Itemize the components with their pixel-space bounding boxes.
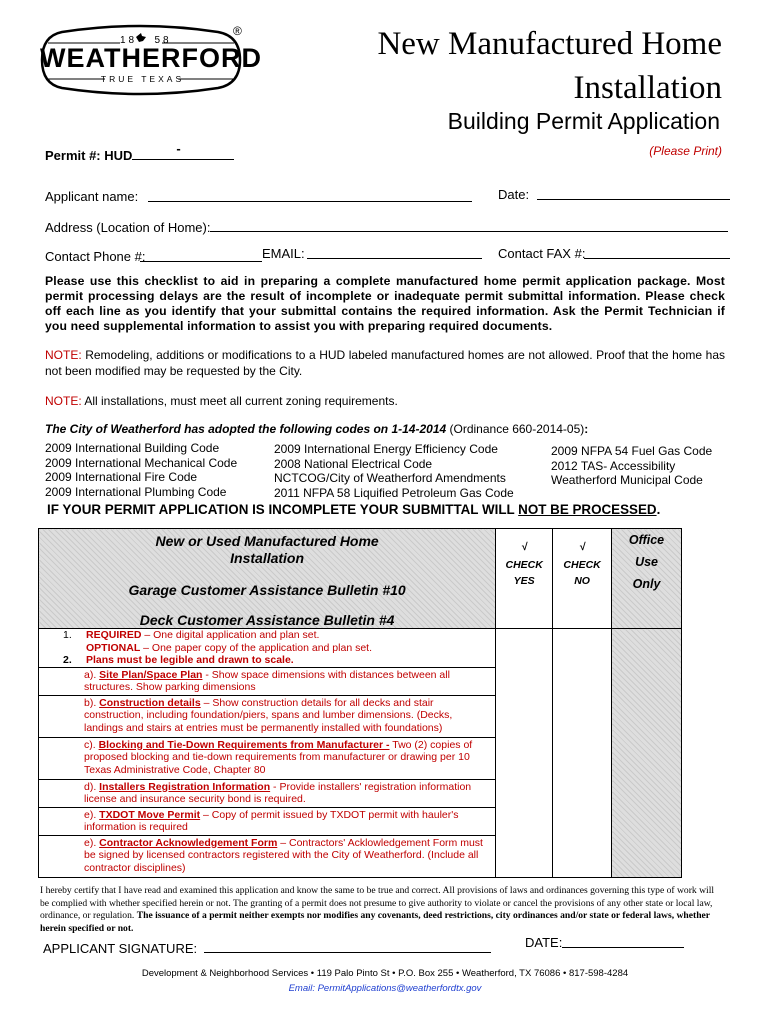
code-item: 2009 International Building Code (45, 441, 220, 455)
row-title: Blocking and Tie-Down Requirements from Manufacturer - (98, 738, 390, 751)
certification-bold: The issuance of a permit neither exempts nor modifies any covenants, deed restrictions, city ordinances and/or state or federal laws, whether herein specified or not. (40, 910, 710, 934)
installers-row (39, 779, 496, 807)
site-plan-row (39, 667, 496, 695)
table-heading (39, 533, 495, 567)
row-title: Installers Registration Information (99, 780, 271, 793)
yes-label: YES (513, 575, 535, 587)
fax-input[interactable] (584, 258, 730, 259)
permit-number-input[interactable] (132, 141, 234, 160)
txdot-row (39, 807, 496, 835)
logo-name: WEATHERFORD (40, 43, 262, 73)
check-yes-cell[interactable] (496, 629, 553, 878)
signature-date-input[interactable] (562, 947, 684, 948)
date-label: Date: (498, 187, 530, 202)
phone-input[interactable] (140, 261, 262, 262)
table-heading-cell (39, 529, 496, 629)
fax-label: Contact FAX #: (498, 246, 586, 261)
table-row-text (39, 629, 496, 668)
row-title: Construction details (99, 696, 201, 709)
code-item: 2011 NFPA 58 Liquified Petroleum Gas Code (274, 485, 514, 500)
form-title (377, 22, 722, 110)
row-prefix: c). (84, 738, 99, 751)
footer-address: Development & Neighborhood Services • 119 Palo Pinto St • P.O. Box 255 • Weatherford, TX 76086 • 817-598-4284 (141, 968, 629, 979)
check-word: CHECK (505, 559, 543, 571)
row-text: – Contractors' Acklowledgement Form must be signed by licensed contractors registered with the City of Weatherford. (Include all contractor disciplines) (84, 836, 483, 874)
code-item: NCTCOG/City of Weatherford Amendments (274, 471, 506, 485)
table-row (39, 629, 682, 668)
required-label: REQUIRED (86, 629, 142, 641)
codes-column-2 (274, 442, 514, 500)
code-item: 2009 International Plumbing Code (45, 484, 227, 499)
address-input[interactable] (210, 231, 728, 232)
permit-label: Permit #: HUD (45, 148, 133, 163)
note-label: NOTE: (45, 348, 82, 362)
row-prefix: a). (84, 668, 100, 681)
row-prefix: e). (84, 808, 100, 821)
title-line-1: New Manufactured Home (377, 26, 722, 62)
office-use-cell (612, 629, 682, 878)
applicant-name-input[interactable] (148, 201, 472, 202)
no-label: NO (574, 575, 590, 587)
note-zoning (45, 394, 725, 410)
table-header-row (39, 529, 682, 629)
row-title: Contractor Acknowledgement Form (99, 836, 278, 849)
garage-bulletin: Garage Customer Assistance Bulletin #10 (128, 582, 406, 598)
code-item: 2008 National Electrical Code (274, 456, 433, 471)
warning-period: . (656, 502, 661, 517)
form-subtitle: Building Permit Application (447, 108, 720, 134)
code-item: 2009 International Mechanical Code (45, 455, 238, 470)
row-prefix: d). (84, 780, 100, 793)
item-number: 2. (63, 654, 72, 666)
codes-column-1 (45, 441, 237, 499)
item-number: 1. (63, 629, 72, 641)
table-heading-line-1: New or Used Manufactured Home (155, 533, 379, 549)
adopted-codes-heading (45, 422, 588, 436)
logo-tagline: TRUE TEXAS (100, 74, 185, 84)
check-mark: √ (521, 541, 528, 553)
use-label: Use (635, 555, 658, 569)
blocking-row (39, 737, 496, 779)
email-label: EMAIL: (262, 246, 305, 261)
check-no-cell[interactable] (553, 629, 612, 878)
signature-label: APPLICANT SIGNATURE: (43, 941, 198, 956)
construction-details-row (39, 695, 496, 737)
row-text: – Copy of permit issued by TXDOT permit with hauler's information is required (84, 808, 459, 833)
certification-normal: I hereby certify that I have read and examined this application and know the same to be true and correct. All provisions of laws and ordinances governing this type of work will be complied with whether specified herein or not. The granting of a permit does not presume to give authority to violate or cancel the provisions of any other state or local law, ordinance, or regulation. (40, 885, 715, 922)
code-item: Weatherford Municipal Code (551, 473, 703, 487)
registered-mark: ® (233, 24, 242, 38)
check-word: CHECK (563, 559, 601, 571)
certification-text (40, 885, 720, 935)
footer-email-link[interactable]: Email: PermitApplications@weatherfordtx.gov (288, 983, 482, 994)
row-prefix: e). (84, 836, 100, 849)
warning-text: IF YOUR PERMIT APPLICATION IS INCOMPLETE YOUR SUBMITTAL WILL (47, 502, 519, 517)
row-text: - Provide installers' registration information license and insurance security bond is required. (84, 780, 472, 805)
check-yes-header (496, 529, 553, 629)
adopted-codes-lead: The City of Weatherford has adopted the following codes on 1-14-2014 (45, 422, 447, 436)
warning-emphasis: NOT BE PROCESSED (518, 502, 657, 517)
code-item: 2009 International Energy Efficiency Code (274, 442, 498, 456)
office-label: Office (628, 533, 665, 547)
address-label: Address (Location of Home): (45, 220, 211, 235)
row-title: TXDOT Move Permit (99, 808, 201, 821)
office-use-header (612, 529, 682, 629)
check-no-header (553, 529, 612, 629)
table-heading-line-2: Installation (230, 550, 305, 566)
row-text: Two (2) copies of proposed blocking and tie-down requirements from manufacturer or drawing per 10 Texas Administrative Code, Chapter 80 (84, 738, 473, 776)
note-text: Remodeling, additions or modifications to a HUD labeled manufactured homes are not allowed. Proof that the home has not been modified may be requested by the City. (45, 348, 725, 378)
required-text: – One digital application and plan set. (141, 629, 320, 641)
code-item: 2009 NFPA 54 Fuel Gas Code (551, 444, 713, 458)
row-text: – Show construction details for all decks and stair construction, including foundation/piers, spans and lumber dimensions. (Decks, landings and stairs at entries must be permanently installed with foundations) (84, 696, 453, 734)
title-line-2: Installation (573, 70, 722, 106)
optional-text: – One paper copy of the application and plan set. (140, 641, 372, 654)
phone-label: Contact Phone #: (45, 249, 146, 264)
checklist-instructions: Please use this checklist to aid in preparing a complete manufactured home permit application package. Most permit processing delays are the result of incomplete or inadequate permit submittal information. Please check off each line as you identify that your submittal contains the required information. Ask the Permit Technician if you need supplemental information to assist you with preparing required documents. (45, 274, 725, 333)
note-text: All installations, must meet all current zoning requirements. (81, 394, 398, 408)
date-input[interactable] (537, 199, 730, 200)
signature-date-label: DATE: (525, 935, 563, 950)
logo-year-right: 58 (154, 35, 172, 46)
optional-label: OPTIONAL (86, 641, 141, 654)
adopted-codes-colon: : (584, 422, 589, 436)
contractor-row (39, 835, 496, 877)
ordinance-number: (Ordinance 660-2014-05) (446, 422, 585, 436)
row-prefix: b). (84, 696, 100, 709)
weatherford-logo (40, 24, 262, 96)
plans-legible-text: Plans must be legible and drawn to scale. (86, 654, 294, 666)
codes-column-3 (551, 444, 712, 488)
permit-field (45, 141, 234, 163)
checklist-table (38, 528, 682, 878)
permit-dash: - (176, 141, 181, 156)
incomplete-warning (47, 502, 660, 517)
email-input[interactable] (307, 258, 482, 259)
note-remodeling (45, 348, 725, 379)
please-print-note: (Please Print) (649, 144, 722, 158)
applicant-label: Applicant name: (45, 189, 139, 204)
check-mark: √ (579, 541, 585, 553)
deck-bulletin: Deck Customer Assistance Bulletin #4 (139, 612, 395, 628)
code-item: 2012 TAS- Accessibility (551, 458, 676, 473)
row-title: Site Plan/Space Plan (99, 668, 203, 681)
row-text: - Show space dimensions with distances between all structures. Show parking dimensions (84, 668, 450, 693)
signature-input[interactable] (204, 952, 491, 953)
note-label: NOTE: (45, 394, 82, 408)
logo-year-left: 18 (120, 35, 138, 46)
code-item: 2009 International Fire Code (45, 470, 198, 484)
only-label: Only (632, 577, 661, 591)
